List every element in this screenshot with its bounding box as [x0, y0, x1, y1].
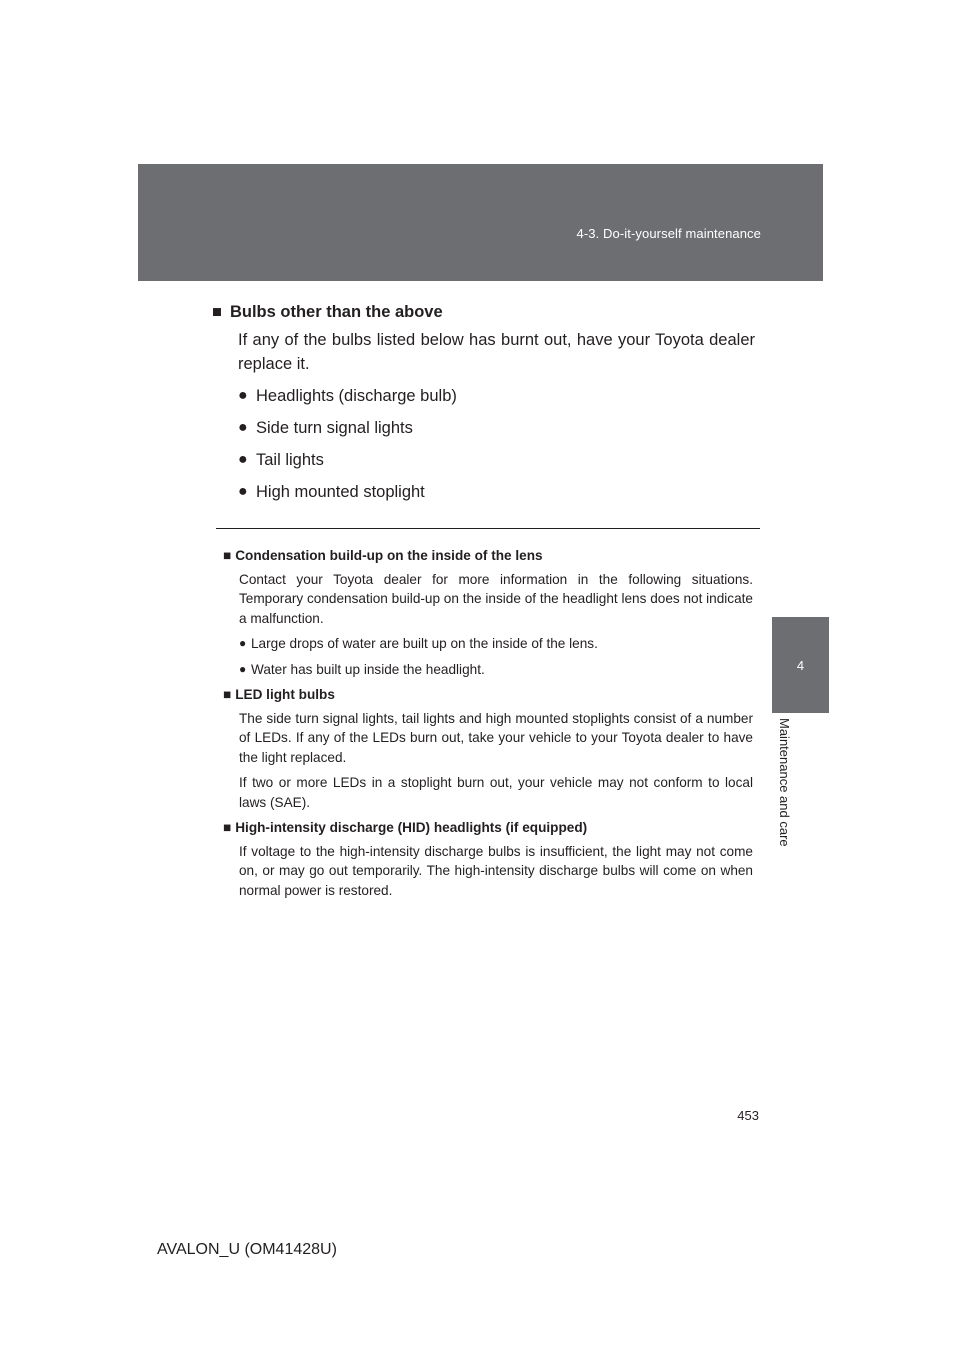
list-item: ● Water has built up inside the headlight. — [239, 660, 753, 680]
list-item: ● Large drops of water are built up on the inside of the lens. — [239, 634, 753, 654]
note-hid — [223, 818, 753, 900]
bullet-icon: ● — [239, 661, 247, 676]
note-paragraph: The side turn signal lights, tail lights and high mounted stoplights consist of a number of LEDs. If any of the LEDs burn out, take your vehicle to your Toyota dealer to have the light replaced. — [239, 710, 753, 765]
bullet-icon: ● — [238, 419, 248, 436]
main-section — [212, 300, 755, 512]
square-bullet-icon: ■ — [212, 303, 222, 321]
header-band — [138, 164, 823, 281]
notes-section — [223, 546, 753, 906]
bullet-icon: ● — [238, 483, 248, 500]
section-heading — [212, 300, 729, 324]
chapter-number: 4 — [796, 657, 805, 673]
bullet-icon: ● — [239, 636, 247, 650]
note-heading: ■ LED light bulbs — [223, 687, 335, 702]
list-item: ● High mounted stoplight — [238, 480, 755, 504]
footer-model: AVALON_U (OM41428U) — [157, 1241, 337, 1258]
page-number: 453 — [737, 1108, 759, 1123]
note-paragraph: Contact your Toyota dealer for more information in the following situations. Temporary condensation build-up on the inside of the headlight lens does not indicate a malfunction. — [239, 571, 753, 626]
square-bullet-icon: ■ — [223, 687, 232, 702]
list-item: ● Tail lights — [238, 448, 755, 472]
chapter-tab — [772, 617, 829, 713]
list-item: ● Headlights (discharge bulb) — [238, 384, 755, 408]
section-text: If any of the bulbs listed below has burnt out, have your Toyota dealer replace it. — [238, 331, 755, 373]
note-paragraph: If two or more LEDs in a stoplight burn out, your vehicle may not conform to local laws (SAE). — [239, 775, 753, 810]
bulb-list — [238, 384, 755, 504]
note-led — [223, 685, 753, 812]
divider — [216, 528, 760, 529]
note-heading: ■ Condensation build-up on the inside of the lens — [223, 548, 543, 563]
square-bullet-icon: ■ — [223, 820, 232, 835]
square-bullet-icon: ■ — [223, 548, 232, 563]
bullet-icon: ● — [238, 387, 248, 404]
section-title: 4-3. Do-it-yourself maintenance — [576, 226, 761, 241]
note-bullet-list — [239, 634, 753, 679]
note-paragraph: If voltage to the high-intensity discharge bulbs is insufficient, the light may not come on, or may go out temporarily. The high-intensity discharge bulbs will come on when normal power is restored. — [239, 843, 753, 898]
bullet-icon: ● — [238, 451, 248, 468]
heading-text: Bulbs other than the above — [229, 303, 443, 321]
list-item: ● Side turn signal lights — [238, 416, 755, 440]
chapter-title: Maintenance and care — [777, 718, 792, 847]
note-heading: ■ High-intensity discharge (HID) headlights (if equipped) — [223, 820, 588, 835]
note-condensation — [223, 546, 753, 679]
